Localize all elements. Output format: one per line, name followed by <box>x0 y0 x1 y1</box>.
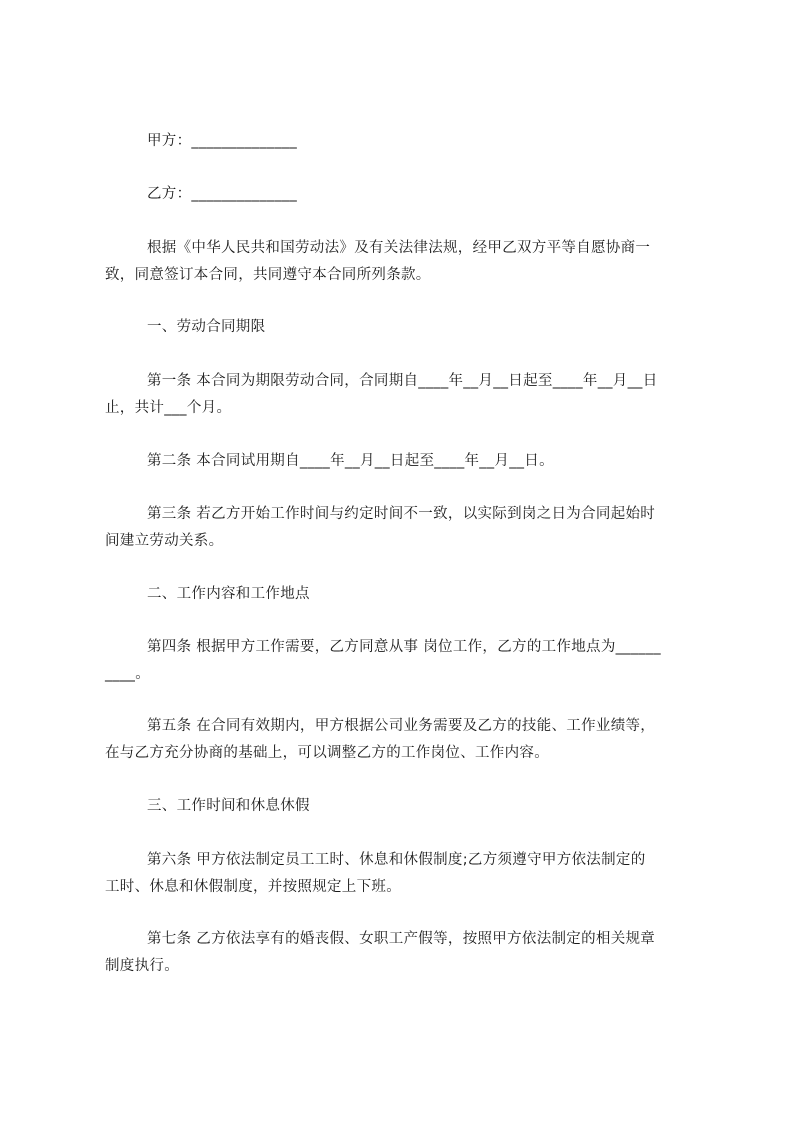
party-a-line: 甲方：______________ <box>147 133 298 149</box>
intro-paragraph: 根据《中华人民共和国劳动法》及有关法律法规，经甲乙双方平等自愿协商一 致，同意签订本合同，共同遵守本合同所列条款。 <box>105 240 651 283</box>
article-4: 第四条 根据甲方工作需要，乙方同意从事 岗位工作，乙方的工作地点为______ ____。 <box>105 639 661 682</box>
article-7: 第七条 乙方依法享有的婚丧假、女职工产假等，按照甲方依法制定的相关规章 制度执行。 <box>105 931 656 974</box>
section-heading-term: 一、劳动合同期限 <box>147 319 266 335</box>
article-1: 第一条 本合同为期限劳动合同，合同期自____年__月__日起至____年__月__日 止，共计___个月。 <box>105 373 658 416</box>
party-b-line: 乙方：______________ <box>147 186 298 202</box>
section-heading-work-hours: 三、工作时间和休息休假 <box>147 798 310 814</box>
article-6: 第六条 甲方依法制定员工工时、休息和休假制度;乙方须遵守甲方依法制定的 工时、休息和休假制度，并按照规定上下班。 <box>105 852 646 895</box>
article-5: 第五条 在合同有效期内，甲方根据公司业务需要及乙方的技能、工作业绩等， 在与乙方充分协商的基础上，可以调整乙方的工作岗位、工作内容。 <box>105 718 656 761</box>
article-3: 第三条 若乙方开始工作时间与约定时间不一致，以实际到岗之日为合同起始时 间建立劳动关系。 <box>105 506 656 549</box>
article-2: 第二条 本合同试用期自____年__月__日起至____年__月__日。 <box>147 453 554 469</box>
section-heading-work-content: 二、工作内容和工作地点 <box>147 586 310 602</box>
